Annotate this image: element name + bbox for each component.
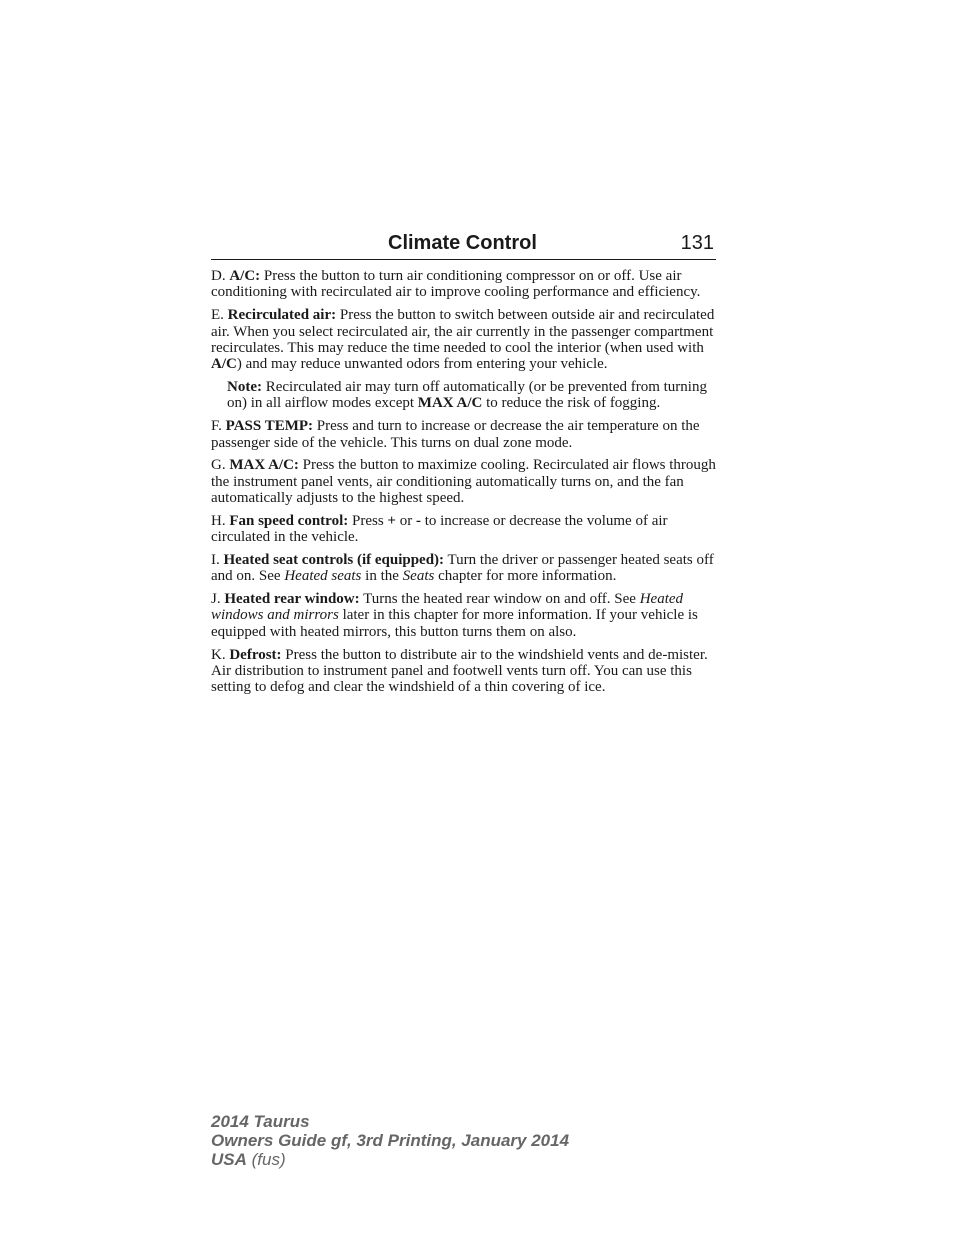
item-d-ac: D. A/C: Press the button to turn air conditioning compressor on or off. Use air conditioning with recirculated air to improve cooling performance and efficiency. <box>211 268 701 301</box>
page-header <box>211 229 716 260</box>
item-term: PASS TEMP: <box>225 418 314 435</box>
item-h-fan-speed: H. Fan speed control: Press + or - to increase or decrease the volume of air circulated in the vehicle. <box>211 512 668 546</box>
footer-printing: Owners Guide gf, 3rd Printing, January 2014 <box>211 1131 570 1150</box>
item-term: Heated rear window: <box>224 590 360 607</box>
note-recirculated-air: Note: Recirculated air may turn off automatically (or be prevented from turning on) in all airflow modes except MAX A/C to reduce the risk of fogging. <box>227 379 707 412</box>
item-g-max-ac: G. MAX A/C: Press the button to maximize cooling. Recirculated air flows through the instrument panel vents, air conditioning automatically turns on, and the fan automatically adjusts to the highest speed. <box>211 457 716 507</box>
note-label: Note: <box>227 379 262 396</box>
item-term: Fan speed control: <box>229 512 349 529</box>
item-term: Recirculated air: <box>227 307 337 324</box>
item-term: MAX A/C: <box>229 457 299 474</box>
item-k-defrost: K. Defrost: Press the button to distribute air to the windshield vents and de-mister. Air distribution to instrument panel and footwell vents turn off. You can use this setting to defog and clear the windshield of a thin covering of ice. <box>211 646 708 696</box>
item-term: Heated seat controls (if equipped): <box>223 551 445 568</box>
chapter-title: Climate Control <box>388 232 537 254</box>
page-body <box>211 268 717 702</box>
item-i-heated-seats: I. Heated seat controls (if equipped): Turn the driver or passenger heated seats off and on. See Heated seats in the Seats chapter for more information. <box>211 551 714 585</box>
footer-model: 2014 Taurus <box>211 1112 310 1131</box>
item-e-recirculated-air: E. Recirculated air: Press the button to switch between outside air and recirculated air. When you select recirculated air, the air currently in the passenger compartment recirculates. This may reduce the time needed to cool the interior (when used with A/C) and may reduce unwanted odors from entering your vehicle. <box>211 307 715 373</box>
item-j-heated-rear-window: J. Heated rear window: Turns the heated rear window on and off. See Heated windows and mirrors later in this chapter for more information. If your vehicle is equipped with heated mirrors, this button turns them on also. <box>211 590 698 640</box>
page-number: 131 <box>680 232 714 254</box>
item-term: Defrost: <box>229 646 282 663</box>
footer-market: USA (fus) <box>211 1150 286 1169</box>
page-footer <box>211 1112 569 1169</box>
item-f-pass-temp: F. PASS TEMP: Press and turn to increase or decrease the air temperature on the passenger side of the vehicle. This turns on dual zone mode. <box>211 418 700 451</box>
item-term: A/C: <box>229 268 261 284</box>
